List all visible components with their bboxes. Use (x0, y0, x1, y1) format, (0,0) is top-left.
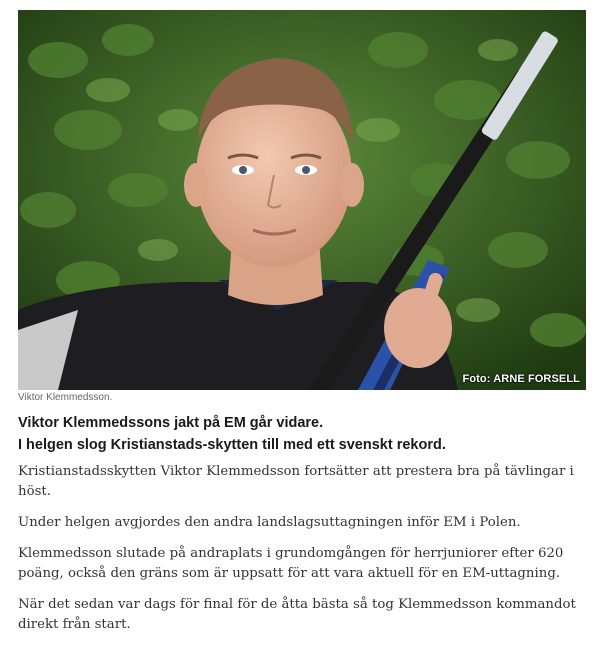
portrait-illustration (18, 10, 586, 390)
paragraph: Kristianstadsskytten Viktor Klemmedsson fortsätter att prestera bra på tävlingar i höst. (18, 464, 574, 499)
article-photo[interactable] (18, 10, 586, 390)
paragraph: Under helgen avgjordes den andra landslagsuttagningen inför EM i Polen. (18, 515, 521, 530)
photo-credit: Foto: ARNE FORSELL (462, 373, 580, 385)
paragraph: När det sedan var dags för final för de åtta bästa så tog Klemmedsson kommandot direkt från start. (18, 597, 576, 632)
image-caption: Viktor Klemmedsson. (18, 392, 113, 403)
lead-line-1: Viktor Klemmedssons jakt på EM går vidare. (18, 415, 324, 431)
paragraph: Klemmedsson slutade på andraplats i grundomgången för herrjuniorer efter 620 poäng, också den gräns som är uppsatt för att vara aktuell för en EM-uttagning. (18, 546, 564, 581)
lead-line-2: I helgen slog Kristianstads-skytten till med ett svenskt rekord. (18, 437, 446, 453)
article-body (18, 462, 588, 646)
article-lead (18, 412, 588, 456)
